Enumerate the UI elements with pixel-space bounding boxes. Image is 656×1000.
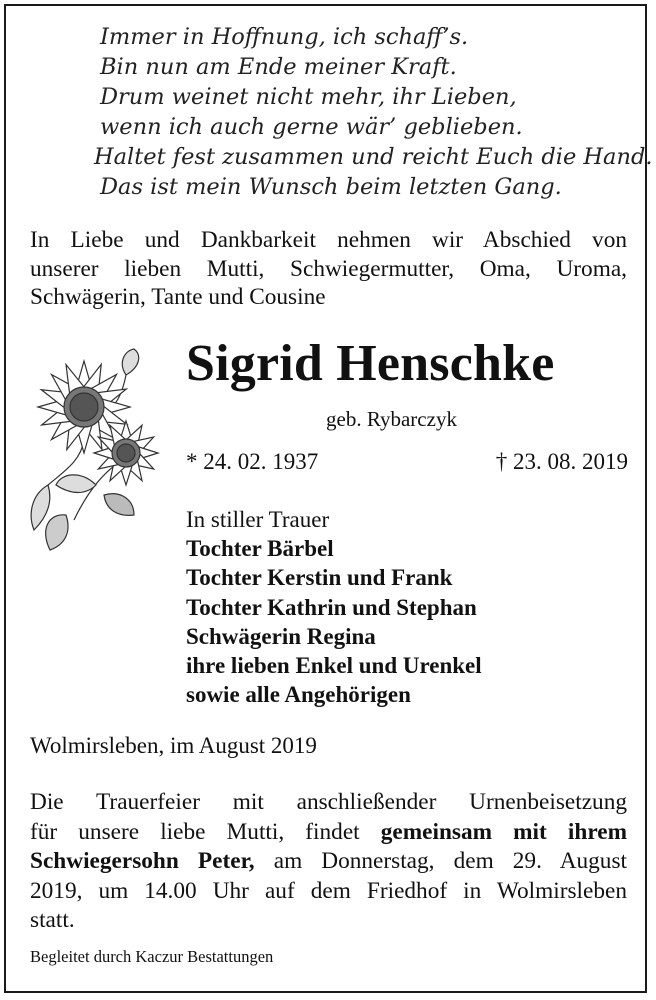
mourner-line: sowie alle Angehörigen — [186, 682, 411, 708]
ceremony-text — [30, 788, 627, 936]
deceased-name: Sigrid Henschke — [186, 335, 555, 392]
sunflower-illustration-icon — [26, 345, 166, 555]
mourner-line: ihre lieben Enkel und Urenkel — [186, 653, 482, 679]
poem-line: Immer in Hoffnung, ich schaff’s. — [100, 24, 469, 50]
intro-line: Schwägerin, Tante und Cousine — [30, 284, 326, 310]
mourner-line: Tochter Kerstin und Frank — [186, 565, 453, 591]
ceremony-line — [30, 847, 627, 877]
mourner-line: Tochter Bärbel — [186, 536, 334, 562]
poem-line: wenn ich auch gerne wär’ geblieben. — [100, 114, 523, 140]
poem-line: Bin nun am Ende meiner Kraft. — [100, 54, 457, 80]
mourners-intro: In stiller Trauer — [186, 507, 330, 532]
place-date: Wolmirsleben, im August 2019 — [30, 733, 317, 758]
poem-line: Drum weinet nicht mehr, ihr Lieben, — [100, 84, 517, 110]
ceremony-line: 2019, um 14.00 Uhr auf dem Friedhof in Wolmirsleben — [30, 877, 627, 904]
mourner-line: Schwägerin Regina — [186, 623, 376, 649]
poem-line: Haltet fest zusammen und reicht Euch die Hand. — [94, 144, 653, 170]
funeral-home: Begleitet durch Kaczur Bestattungen — [30, 947, 274, 966]
intro-text — [30, 226, 627, 312]
ceremony-line: Die Trauerfeier mit anschließender Urnenbeisetzung — [30, 789, 627, 815]
poem — [94, 22, 653, 202]
death-date: † 23. 08. 2019 — [495, 449, 628, 474]
ceremony-text-part: am Donnerstag, dem 29. August — [254, 848, 627, 874]
poem-line: Das ist mein Wunsch beim letzten Gang. — [100, 174, 562, 200]
ceremony-emphasis: gemeinsam mit ihrem — [380, 818, 627, 845]
birth-date: * 24. 02. 1937 — [186, 449, 319, 474]
ceremony-line — [30, 818, 627, 848]
ceremony-emphasis: Schwiegersohn Peter, — [30, 848, 255, 874]
ceremony-line: statt. — [30, 907, 75, 933]
intro-line: In Liebe und Dankbarkeit nehmen wir Abschied von — [30, 227, 627, 253]
birth-name: geb. Rybarczyk — [326, 407, 457, 431]
ceremony-text-part: für unsere liebe Mutti, findet — [30, 818, 381, 845]
intro-line: unserer lieben Mutti, Schwiegermutter, Oma, Uroma, — [30, 255, 627, 282]
mourner-line: Tochter Kathrin und Stephan — [186, 594, 477, 620]
mourners-list — [186, 505, 482, 709]
